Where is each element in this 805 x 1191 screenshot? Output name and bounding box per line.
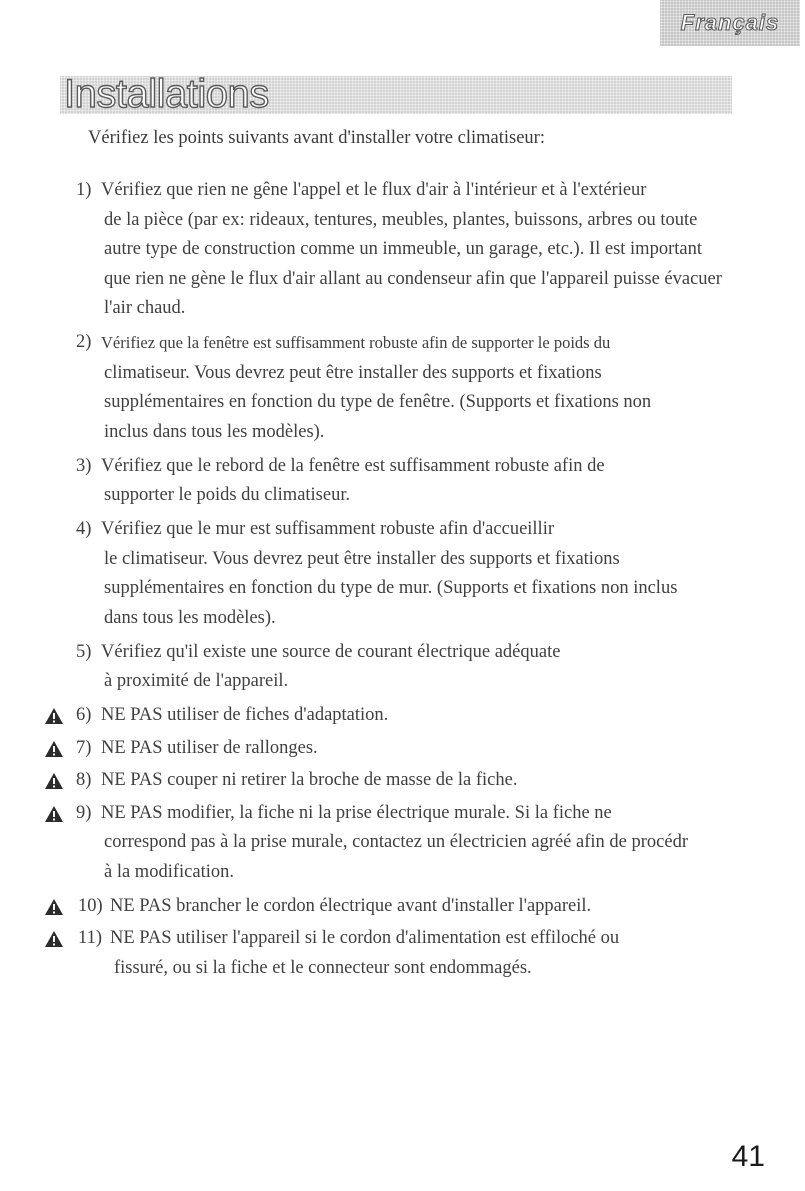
item-number: 5) [76, 641, 92, 662]
checklist-item-6 [0, 701, 805, 731]
item-text: NE PAS couper ni retirer la broche de masse de la fiche. [101, 770, 518, 790]
checklist-item-1 [0, 176, 805, 324]
item-text: Vérifiez que rien ne gêne l'appel et le flux d'air à l'intérieur et à l'extérieur [101, 180, 647, 200]
item-continuation: correspond pas à la prise murale, contactez un électricien agréé afin de procédr à la modification. [104, 832, 688, 882]
checklist-item-7 [0, 734, 805, 764]
language-label: Français [680, 10, 780, 35]
item-text: Vérifiez qu'il existe une source de courant électrique adéquate [101, 641, 561, 662]
item-continuation: supporter le poids du climatiseur. [104, 485, 351, 505]
checklist-item-3 [0, 452, 805, 511]
checklist-item-10 [0, 892, 805, 922]
item-text: NE PAS utiliser l'appareil si le cordon d'alimentation est effiloché ou [110, 928, 620, 948]
item-number: 8) [76, 770, 92, 790]
item-text: Vérifiez que le mur est suffisamment robuste afin d'accueillir [101, 519, 554, 539]
item-number: 7) [76, 737, 92, 758]
intro-text: Vérifiez les points suivants avant d'installer votre climatiseur: [88, 128, 545, 148]
item-number: 2) [76, 332, 92, 352]
page-number: 41 [731, 1140, 765, 1173]
checklist-item-4 [0, 515, 805, 633]
item-number: 3) [76, 455, 92, 476]
page-title: Installations [64, 72, 269, 116]
item-number: 4) [76, 519, 92, 539]
warning-triangle-icon [44, 707, 64, 725]
warning-triangle-icon [44, 898, 64, 916]
warning-triangle-icon [44, 930, 64, 948]
checklist-item-8 [0, 766, 805, 796]
item-text: Vérifiez que le rebord de la fenêtre est suffisamment robuste afin de [101, 455, 605, 476]
installation-checklist [0, 176, 805, 988]
item-text: NE PAS brancher le cordon électrique avant d'installer l'appareil. [110, 895, 592, 916]
item-continuation: fissuré, ou si la fiche et le connecteur sont endommagés. [114, 957, 532, 978]
checklist-item-5 [0, 638, 805, 697]
item-text: Vérifiez que la fenêtre est suffisamment robuste afin de supporter le poids du [101, 333, 611, 352]
checklist-item-9 [0, 799, 805, 888]
warning-triangle-icon [44, 805, 64, 823]
checklist-item-11 [0, 924, 805, 983]
item-text: NE PAS utiliser de rallonges. [101, 737, 318, 758]
item-continuation: à proximité de l'appareil. [104, 671, 289, 691]
item-continuation: de la pièce (par ex: rideaux, tentures, meubles, plantes, buissons, arbres ou toute autre type de construction comme un immeuble, un garage, etc.). Il est important que rien ne gène le flux d'air allant au condenseur afin que l'appareil puisse évacuer l'air chaud. [104, 209, 722, 318]
item-text: NE PAS utiliser de fiches d'adaptation. [101, 705, 389, 725]
warning-triangle-icon [44, 740, 64, 758]
warning-triangle-icon [44, 772, 64, 790]
item-continuation: climatiseur. Vous devrez peut être installer des supports et fixations supplémentaires en fonction du type de fenêtre. (Supports et fixations non inclus dans tous les modèles). [104, 362, 652, 442]
item-continuation: le climatiseur. Vous devrez peut être installer des supports et fixations supplémentaires en fonction du type de mur. (Supports et fixations non inclus dans tous les modèles). [104, 548, 678, 628]
item-number: 6) [76, 705, 92, 725]
item-number: 10) [78, 895, 103, 916]
item-number: 11) [78, 928, 102, 948]
item-number: 1) [76, 180, 92, 200]
checklist-item-2 [0, 328, 805, 447]
item-number: 9) [76, 802, 92, 823]
language-tab [660, 0, 800, 46]
item-text: NE PAS modifier, la fiche ni la prise électrique murale. Si la fiche ne [101, 802, 612, 823]
